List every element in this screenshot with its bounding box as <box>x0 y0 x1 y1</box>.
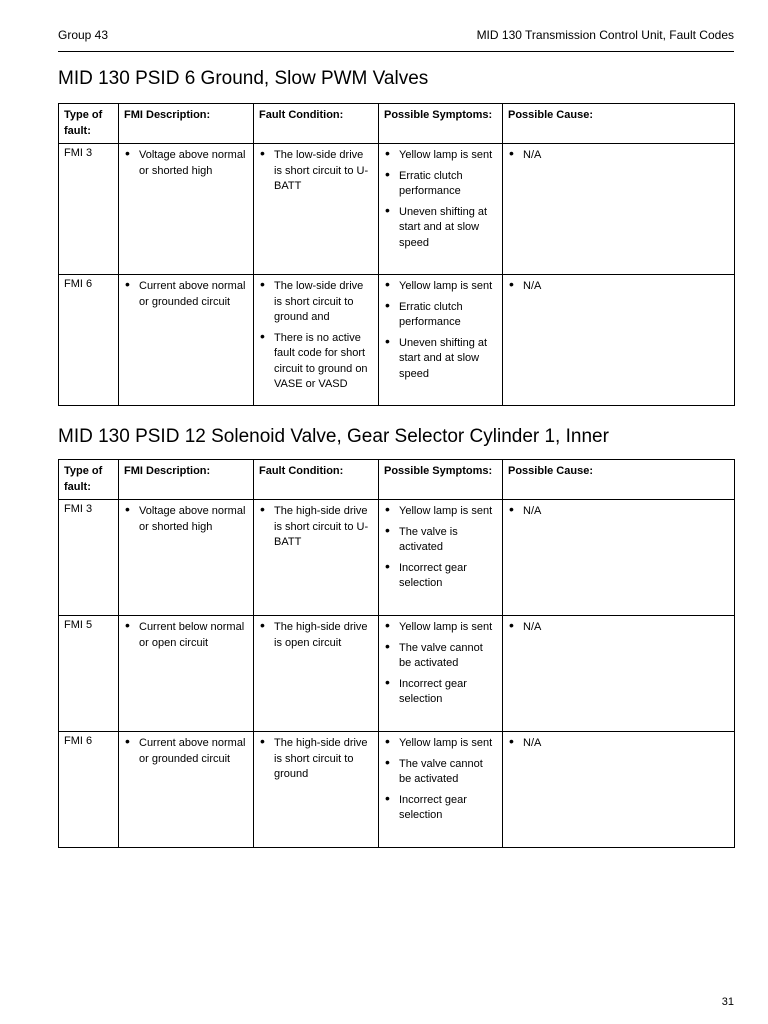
bullet-list <box>384 148 497 251</box>
fmi-description-cell <box>119 275 254 406</box>
bullet-list <box>508 279 729 295</box>
table-row <box>59 275 735 406</box>
fmi-description-cell <box>119 732 254 848</box>
fmi-description-cell <box>119 144 254 275</box>
cause-cell <box>503 144 735 275</box>
bullet-item: • Yellow lamp is sent <box>384 736 497 752</box>
column-header-type: Type of fault: <box>59 460 119 500</box>
bullet-list <box>259 620 373 651</box>
bullet-list <box>124 736 248 767</box>
bullet-list <box>259 279 373 393</box>
fault-condition-cell <box>254 732 379 848</box>
table-header-row <box>59 104 735 144</box>
column-header-fault-condition: Fault Condition: <box>254 104 379 144</box>
bullet-item: • The high-side drive is open circuit <box>259 620 373 651</box>
section-title-psid-6: MID 130 PSID 6 Ground, Slow PWM Valves <box>58 68 429 89</box>
symptoms-cell <box>379 500 503 616</box>
fmi-code: FMI 6 <box>59 275 119 406</box>
fmi-code: FMI 6 <box>59 732 119 848</box>
fault-condition-cell <box>254 144 379 275</box>
fmi-code: FMI 3 <box>59 144 119 275</box>
bullet-item: • The valve is activated <box>384 525 497 556</box>
bullet-item: • Uneven shifting at start and at slow speed <box>384 336 497 383</box>
column-header-fault-condition: Fault Condition: <box>254 460 379 500</box>
fault-table-psid-12 <box>58 459 735 848</box>
bullet-item: • Current above normal or grounded circuit <box>124 279 248 310</box>
bullet-list <box>508 148 729 164</box>
bullet-item: • Voltage above normal or shorted high <box>124 148 248 179</box>
document-title: MID 130 Transmission Control Unit, Fault Codes <box>476 28 734 42</box>
column-header-cause: Possible Cause: <box>503 104 735 144</box>
fault-condition-cell <box>254 616 379 732</box>
column-header-fmi-description: FMI Description: <box>119 104 254 144</box>
bullet-item: • N/A <box>508 148 729 164</box>
bullet-item: • Uneven shifting at start and at slow speed <box>384 205 497 252</box>
bullet-list <box>384 736 497 824</box>
fmi-description-cell <box>119 616 254 732</box>
page-header <box>58 26 734 52</box>
column-header-cause: Possible Cause: <box>503 460 735 500</box>
bullet-item: • Incorrect gear selection <box>384 561 497 592</box>
table-row <box>59 732 735 848</box>
bullet-item: • Current below normal or open circuit <box>124 620 248 651</box>
bullet-list <box>259 736 373 783</box>
bullet-item: • N/A <box>508 620 729 636</box>
bullet-item: • Yellow lamp is sent <box>384 279 497 295</box>
column-header-fmi-description: FMI Description: <box>119 460 254 500</box>
bullet-item: • Yellow lamp is sent <box>384 620 497 636</box>
fault-condition-cell <box>254 275 379 406</box>
table-row <box>59 500 735 616</box>
bullet-item: • N/A <box>508 279 729 295</box>
table-row <box>59 616 735 732</box>
bullet-list <box>508 504 729 520</box>
bullet-list <box>124 504 248 535</box>
fmi-code: FMI 3 <box>59 500 119 616</box>
bullet-item: • Incorrect gear selection <box>384 677 497 708</box>
fault-table-psid-6 <box>58 103 735 406</box>
symptoms-cell <box>379 732 503 848</box>
cause-cell <box>503 275 735 406</box>
bullet-item: • The low-side drive is short circuit to U-BATT <box>259 148 373 195</box>
bullet-item: • The low-side drive is short circuit to ground and <box>259 279 373 326</box>
bullet-item: • Yellow lamp is sent <box>384 148 497 164</box>
fault-condition-cell <box>254 500 379 616</box>
bullet-item: • There is no active fault code for short circuit to ground on VASE or VASD <box>259 331 373 393</box>
bullet-list <box>508 736 729 752</box>
cause-cell <box>503 616 735 732</box>
bullet-list <box>259 148 373 195</box>
symptoms-cell <box>379 144 503 275</box>
fmi-description-cell <box>119 500 254 616</box>
bullet-item: • The valve cannot be activated <box>384 641 497 672</box>
bullet-list <box>259 504 373 551</box>
table-header-row <box>59 460 735 500</box>
column-header-type: Type of fault: <box>59 104 119 144</box>
bullet-item: • Incorrect gear selection <box>384 793 497 824</box>
bullet-list <box>124 620 248 651</box>
cause-cell <box>503 500 735 616</box>
bullet-item: • N/A <box>508 736 729 752</box>
column-header-symptoms: Possible Symptoms: <box>379 460 503 500</box>
bullet-item: • Voltage above normal or shorted high <box>124 504 248 535</box>
bullet-item: • The high-side drive is short circuit to U-BATT <box>259 504 373 551</box>
bullet-list <box>124 148 248 179</box>
page-number: 31 <box>721 996 734 1008</box>
column-header-symptoms: Possible Symptoms: <box>379 104 503 144</box>
bullet-item: • N/A <box>508 504 729 520</box>
section-title-psid-12: MID 130 PSID 12 Solenoid Valve, Gear Selector Cylinder 1, Inner <box>58 426 609 447</box>
symptoms-cell <box>379 616 503 732</box>
bullet-list <box>384 620 497 708</box>
fmi-code: FMI 5 <box>59 616 119 732</box>
bullet-list <box>384 279 497 382</box>
bullet-list <box>384 504 497 592</box>
bullet-item: • Yellow lamp is sent <box>384 504 497 520</box>
table-row <box>59 144 735 275</box>
bullet-item: • The valve cannot be activated <box>384 757 497 788</box>
bullet-item: • The high-side drive is short circuit to ground <box>259 736 373 783</box>
bullet-list <box>508 620 729 636</box>
group-label: Group 43 <box>58 28 109 42</box>
bullet-item: • Current above normal or grounded circuit <box>124 736 248 767</box>
cause-cell <box>503 732 735 848</box>
bullet-list <box>124 279 248 310</box>
symptoms-cell <box>379 275 503 406</box>
bullet-item: • Erratic clutch performance <box>384 169 497 200</box>
bullet-item: • Erratic clutch performance <box>384 300 497 331</box>
